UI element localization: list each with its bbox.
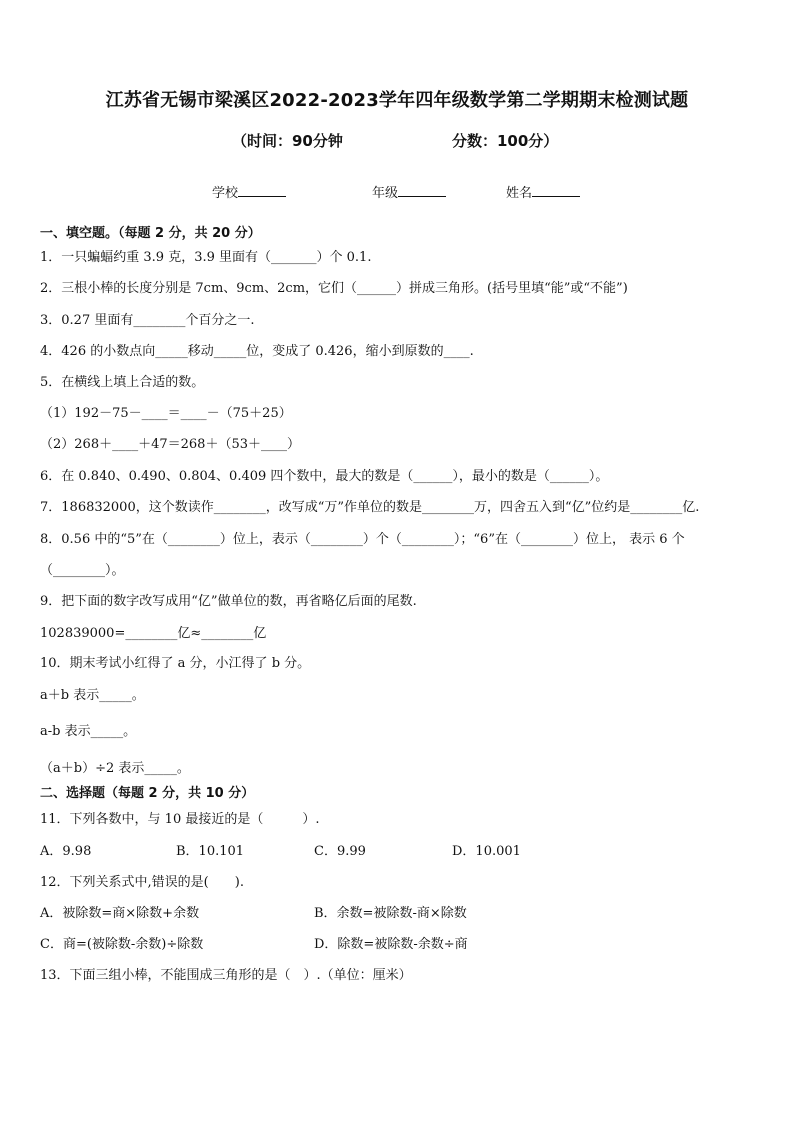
question-7: 7．186832000，这个数读作________，改写成“万”作单位的数是________万，四舍五入到“亿”位约是________亿. [40, 500, 700, 515]
option-12-c: C．商=(被除数-余数)÷除数 [40, 937, 204, 952]
question-5-part-2: （2）268＋____＋47＝268＋（53＋____） [40, 437, 300, 452]
question-9: 9．把下面的数字改写成用“亿”做单位的数，再省略亿后面的尾数. [40, 594, 417, 609]
question-8-continued: （________）。 [40, 563, 125, 578]
school-field [212, 182, 286, 201]
option-11-c: C．9.99 [314, 844, 366, 859]
option-12-b: B．余数=被除数-商×除数 [314, 906, 467, 921]
question-10: 10．期末考试小红得了 a 分，小江得了 b 分。 [40, 656, 311, 671]
question-6: 6．在 0.840、0.490、0.804、0.409 四个数中，最大的数是（______），最小的数是（______）。 [40, 469, 609, 484]
option-11-b: B．10.101 [176, 844, 245, 859]
name-field [506, 182, 580, 201]
exam-time: （时间：90分钟 [232, 132, 343, 150]
section-fill-in: 一、填空题。（每题 2 分，共 20 分） [40, 226, 261, 241]
grade-field [372, 182, 446, 201]
name-label: 姓名 [506, 186, 533, 201]
question-11: 11．下列各数中，与 10 最接近的是（ ）. [40, 812, 320, 827]
question-3: 3．0.27 里面有________个百分之一. [40, 313, 255, 328]
question-13: 13．下面三组小棒，不能围成三角形的是（ ）.（单位：厘米） [40, 968, 412, 983]
option-11-a: A．9.98 [40, 844, 92, 859]
question-10-part-1: a＋b 表示_____。 [40, 688, 145, 703]
question-9-answer: 102839000=________亿≈________亿 [40, 626, 267, 641]
grade-label: 年级 [372, 186, 399, 201]
grade-blank [398, 185, 446, 197]
question-4: 4．426 的小数点向_____移动_____位，变成了 0.426，缩小到原数的____. [40, 344, 474, 359]
name-blank [532, 185, 580, 197]
question-2: 2．三根小棒的长度分别是 7cm、9cm、2cm，它们（______）拼成三角形。(括号里填“能”或“不能”) [40, 281, 628, 296]
option-12-a: A．被除数=商×除数+余数 [40, 906, 200, 921]
school-blank [238, 185, 286, 197]
question-8: 8．0.56 中的“5”在（________）位上，表示（________）个（________）；“6”在（________）位上， 表示 6 个 [40, 532, 685, 547]
question-1: 1．一只蝙蝠约重 3.9 克，3.9 里面有（_______）个 0.1. [40, 250, 372, 265]
question-12: 12．下列关系式中,错误的是( ). [40, 875, 244, 890]
question-10-part-3: （a＋b）÷2 表示_____。 [40, 761, 190, 776]
exam-score: 分数：100分） [452, 132, 559, 150]
option-12-d: D．除数=被除数-余数÷商 [314, 937, 468, 952]
school-label: 学校 [212, 186, 239, 201]
page-title: 江苏省无锡市梁溪区2022-2023学年四年级数学第二学期期末检测试题 [105, 90, 689, 111]
option-11-d: D．10.001 [452, 844, 521, 859]
question-10-part-2: a-b 表示_____。 [40, 724, 137, 739]
section-choice: 二、选择题（每题 2 分，共 10 分） [40, 786, 255, 801]
question-5-part-1: （1）192－75－____＝____－（75＋25） [40, 406, 292, 421]
question-5: 5．在横线上填上合适的数。 [40, 375, 205, 390]
